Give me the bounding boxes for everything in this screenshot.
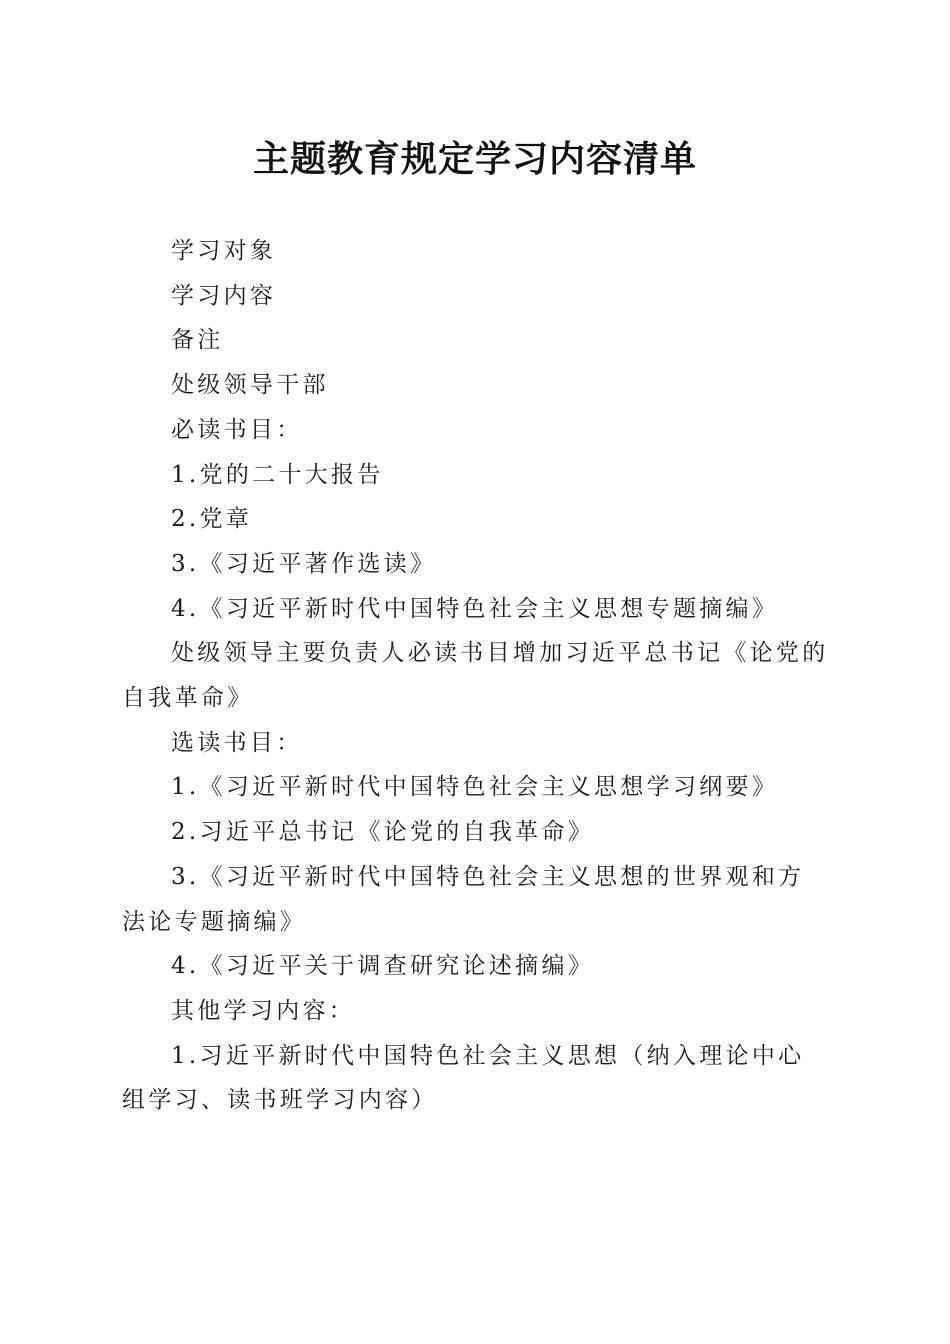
paragraph-cadres: 处级领导干部 [171,372,329,399]
document-title: 主题教育规定学习内容清单 [252,138,697,180]
paragraph-required-item: 1.党的二十大报告 [171,461,384,488]
paragraph-optional-heading: 选读书目： [171,729,303,756]
paragraph-other-item: 1.习近平新时代中国特色社会主义思想（纳入理论中心组学习、读书班学习内容） [122,1042,805,1114]
document-body [122,229,830,1123]
paragraph-study-content: 学习内容 [171,282,277,309]
paragraph-required-addition: 处级领导主要负责人必读书目增加习近平总书记《论党的自我革命》 [122,640,829,712]
paragraph-optional-item: 4.《习近平关于调查研究论述摘编》 [171,953,595,980]
paragraph-remarks: 备注 [171,327,224,354]
paragraph-optional-item: 2.习近平总书记《论党的自我革命》 [171,819,595,846]
paragraph-required-heading: 必读书目： [171,416,303,443]
paragraph-optional-item: 3.《习近平新时代中国特色社会主义思想的世界观和方法论专题摘编》 [122,863,805,935]
paragraph-other-heading: 其他学习内容： [171,997,356,1024]
paragraph-required-item: 2.党章 [171,506,253,533]
paragraph-study-target: 学习对象 [171,238,277,264]
paragraph-required-item: 4.《习近平新时代中国特色社会主义思想专题摘编》 [171,595,779,622]
paragraph-required-item: 3.《习近平著作选读》 [171,550,437,577]
paragraph-optional-item: 1.《习近平新时代中国特色社会主义思想学习纲要》 [171,774,779,801]
